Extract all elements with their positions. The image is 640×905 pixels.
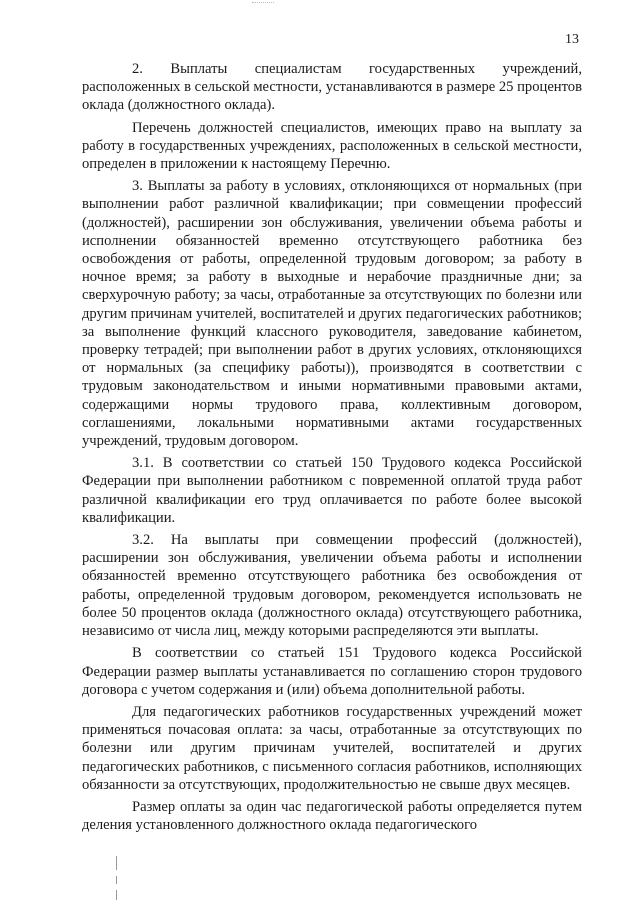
paragraph-3: 3. Выплаты за работу в условиях, отклоняющихся от нормальных (при выполнении работ различной квалификации; при совмещении профессий (должностей), расширении зон обслуживания, увеличении объема работы и исполнении обязанностей временно отсутствующего работника без освобождения от работы, определенной трудовым договором; за работу в ночное время; за работу в выходные и нерабочие праздничные дни; за сверхурочную работу; за часы, отработанные за отсутствующих по болезни или другим причинам учителей, воспитателей и других педагогических работников; за выполнение функций классного руководителя, заведование кабинетом, проверку тетрадей; при выполнении работ в других условиях, отклоняющихся от нормальных (за специфику работы)), производятся в соответствии с трудовым законодательством и иными нормативными правовыми актами, содержащими нормы трудового права, коллективным договором, соглашениями, локальными нормативными актами государственных учреждений, трудовым договором. — [82, 178, 582, 450]
scan-mark-3 — [116, 890, 117, 900]
paragraph-hour-rate: Размер оплаты за один час педагогической работы определяется путем деления установленного должностного оклада педагогического — [82, 798, 582, 834]
scan-mark-2 — [116, 876, 117, 884]
scan-top-mark — [252, 2, 274, 4]
paragraph-article-151: В соответствии со статьей 151 Трудового кодекса Российской Федерации размер выплаты устанавливается по соглашению сторон трудового договора с учетом содержания и (или) объема дополнительной работы. — [82, 645, 582, 698]
page-number: 13 — [565, 32, 579, 47]
paragraph-2: 2. Выплаты специалистам государственных учреждений, расположенных в сельской местности, устанавливаются в размере 25 процентов оклада (должностного оклада). — [82, 61, 582, 114]
paragraph-3-1: 3.1. В соответствии со статьей 150 Трудового кодекса Российской Федерации при выполнении работником с повременной оплатой труда работ различной квалификации его труд оплачивается по работе более высокой квалификации. — [82, 455, 582, 526]
paragraph-specialists-list: Перечень должностей специалистов, имеющих право на выплату за работу в государственных учреждениях, расположенных в сельской местности, определен в приложении к настоящему Перечню. — [82, 119, 582, 173]
scan-mark-1 — [116, 856, 117, 870]
paragraph-3-2: 3.2. На выплаты при совмещении профессий (должностей), расширении зон обслуживания, увеличении объема работы и исполнении обязанностей временно отсутствующего работника без освобождения от работы, определенной трудовым договором, рекомендуется использовать не более 50 процентов оклада (должностного оклада) отсутствующего работника, независимо от числа лиц, между которыми распределяются эти выплаты. — [82, 532, 582, 640]
paragraph-hourly-pay: Для педагогических работников государственных учреждений может применяться почасовая оплата: за часы, отработанные за отсутствующих по болезни или другим причинам учителей, воспитателей и других педагогических работников, с письменного согласия работников, исполняющих обязанности за отсутствующих, продолжительностью не свыше двух месяцев. — [82, 703, 582, 793]
document-body — [82, 60, 582, 838]
